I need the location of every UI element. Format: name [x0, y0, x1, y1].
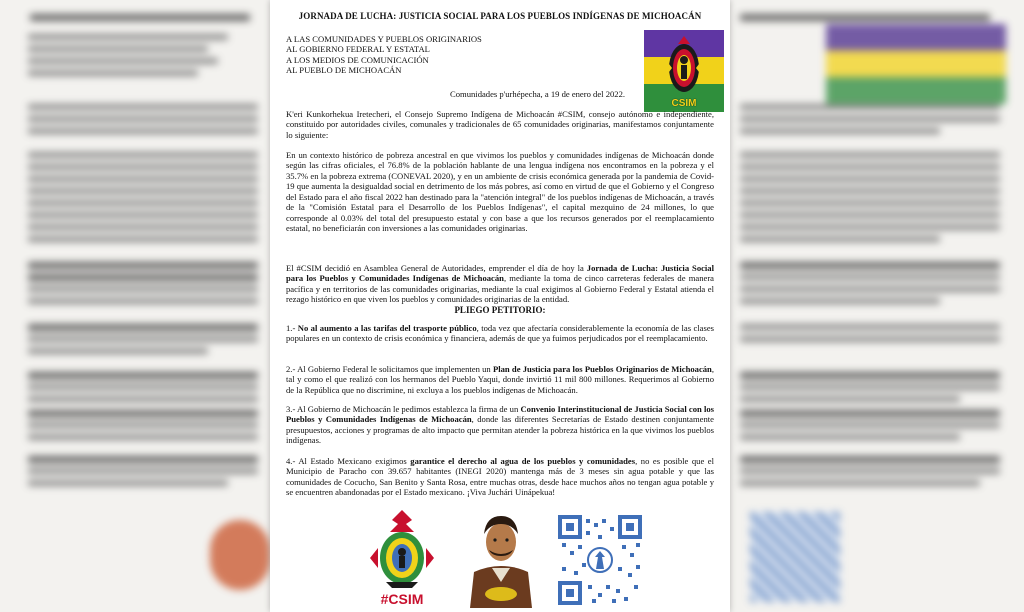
emblem-label: #CSIM	[380, 591, 424, 607]
demand-emphasis: Plan de Justicia para los Pueblos Originarios de Michoacán	[492, 364, 712, 374]
decision-text-end: , mediante la toma de cinco carreteras federales de manera pacífica y en territorios de las comunidades originarias, mediante la cual exigimos al Gobierno Federal y Estatal atienda el rezago histórico en que viven los pueblos y comunidades originarias de la entidad.	[286, 273, 714, 305]
demand-text: , no es posible que el Municipio de Paracho con 39.657 habitantes (INEGI 2020) mantenga más de 3 meses sin agua potable y que las comunidades de Cocucho, San Benito y Santa Rosa, entre muchas otras, desde hace muchos años no tengan agua potable y se encuentren abandonadas por el Estado mexicano. ¡Viva Juchári Uinápekua!	[286, 456, 715, 498]
blurred-backdrop-left	[0, 0, 270, 612]
addressee-line: AL GOBIERNO FEDERAL Y ESTATAL	[286, 44, 430, 55]
demand-text: , donde las diferentes Secretarías de Estado destinen conjuntamente presupuestos, acciones y programas de alto impacto que permitan atender la pobreza histórica en la que vivimos los pueblos indígenas.	[286, 414, 714, 446]
demand-text: , toda vez que afectaría considerablemente la economía de las clases populares en un contexto de crisis económica y financiera, además de que ya fuimos perjudicados por el reemplacamiento.	[286, 323, 714, 344]
intro-paragraph: K'eri Kunkorhekua Iretecheri, el Consejo Supremo Indígena de Michoacán #CSIM, consejo autónomo e independiente, constituido por autoridades civiles, comunales y tradicionales de 65 comunidades originarias, manifestamos conjuntamente lo siguiente:	[286, 109, 714, 140]
demand-number: 4.- Al Estado Mexicano exigimos	[286, 456, 411, 466]
demand-emphasis: garantice el derecho al agua de los pueblos y comunidades	[410, 456, 636, 466]
demand-emphasis: Convenio Interinstitucional de Justicia Social con los Pueblos y Comunidades Indígenas de Michoacán	[286, 404, 714, 425]
flag-label: CSIM	[671, 98, 697, 109]
addressee-line: A LOS MEDIOS DE COMUNICACIÓN	[286, 54, 429, 65]
decision-paragraph	[286, 263, 714, 305]
addressee-list	[286, 34, 482, 76]
qr-code-icon	[558, 515, 642, 605]
decision-emphasis: Jornada de Lucha: Justicia Social para los Pueblos y Comunidades Indígenas de Michoacán	[286, 263, 714, 284]
decision-text: El #CSIM decidió en Asamblea General de Autoridades, emprender el día de hoy la	[286, 263, 587, 273]
document-sheet	[270, 0, 730, 612]
csim-flag	[644, 30, 724, 112]
dateline: Comunidades p'urhépecha, a 19 de enero del 2022.	[450, 89, 626, 99]
demand-item	[286, 456, 714, 498]
document-title: JORNADA DE LUCHA: JUSTICIA SOCIAL PARA LOS PUEBLOS INDÍGENAS DE MICHOACÁN	[298, 11, 702, 21]
demand-number: 1.-	[286, 323, 298, 333]
demand-item	[286, 323, 714, 344]
blurred-backdrop-right	[730, 0, 1024, 612]
context-paragraph: En un contexto histórico de pobreza ancestral en que vivimos los pueblos y comunidades indígenas de Michoacán donde según las cifras oficiales, el 76.8% de la población hablante de una lengua indígena nos encontramos en la pobreza y el 35.7% en la pobreza extrema (CONEVAL 2020), y en un ambiente de crisis económica generada por la pandemia de Covid-19 que aumenta la desigualdad social en detrimento de los más pobres, así como en virtud de que el Gobierno y el Congreso del Estado para el año fiscal 2022 han destinado para la "atención integral" de los pueblos indígenas de Michoacán, a través de la "Comisión Estatal para el Desarrollo de los Pueblos Indígenas", el capital mezquino de 24 millones, lo que corresponde al 0.03% del total del presupuesto estatal y con base a que los recursos generados por el reemplacamiento estatal, no beneficiarán con inversiones a las comunidades originarias.	[286, 150, 714, 234]
demand-item	[286, 404, 714, 446]
demand-item	[286, 364, 714, 395]
demand-number: 2.- Al Gobierno Federal le solicitamos que implementen un	[286, 364, 493, 374]
demand-text: , tal y como el que realizó con los hermanos del Pueblo Yaqui, donde invirtió 11 mil 800 millones. Requerimos al Gobierno de la República que no discrimine, ni excluya a los pueblos indígenas de Michoacán.	[286, 364, 714, 395]
pliego-heading: PLIEGO PETITORIO:	[454, 305, 546, 315]
demand-number: 3.- Al Gobierno de Michoacán le pedimos establezca la firma de un	[286, 404, 521, 414]
demand-emphasis: No al aumento a las tarifas del trasporte público	[297, 323, 477, 333]
addressee-line: AL PUEBLO DE MICHOACÁN	[286, 65, 402, 76]
addressee-line: A LAS COMUNIDADES Y PUEBLOS ORIGINARIOS	[286, 34, 482, 44]
csim-emblem-icon	[356, 508, 448, 608]
leader-portrait-icon	[462, 508, 540, 608]
